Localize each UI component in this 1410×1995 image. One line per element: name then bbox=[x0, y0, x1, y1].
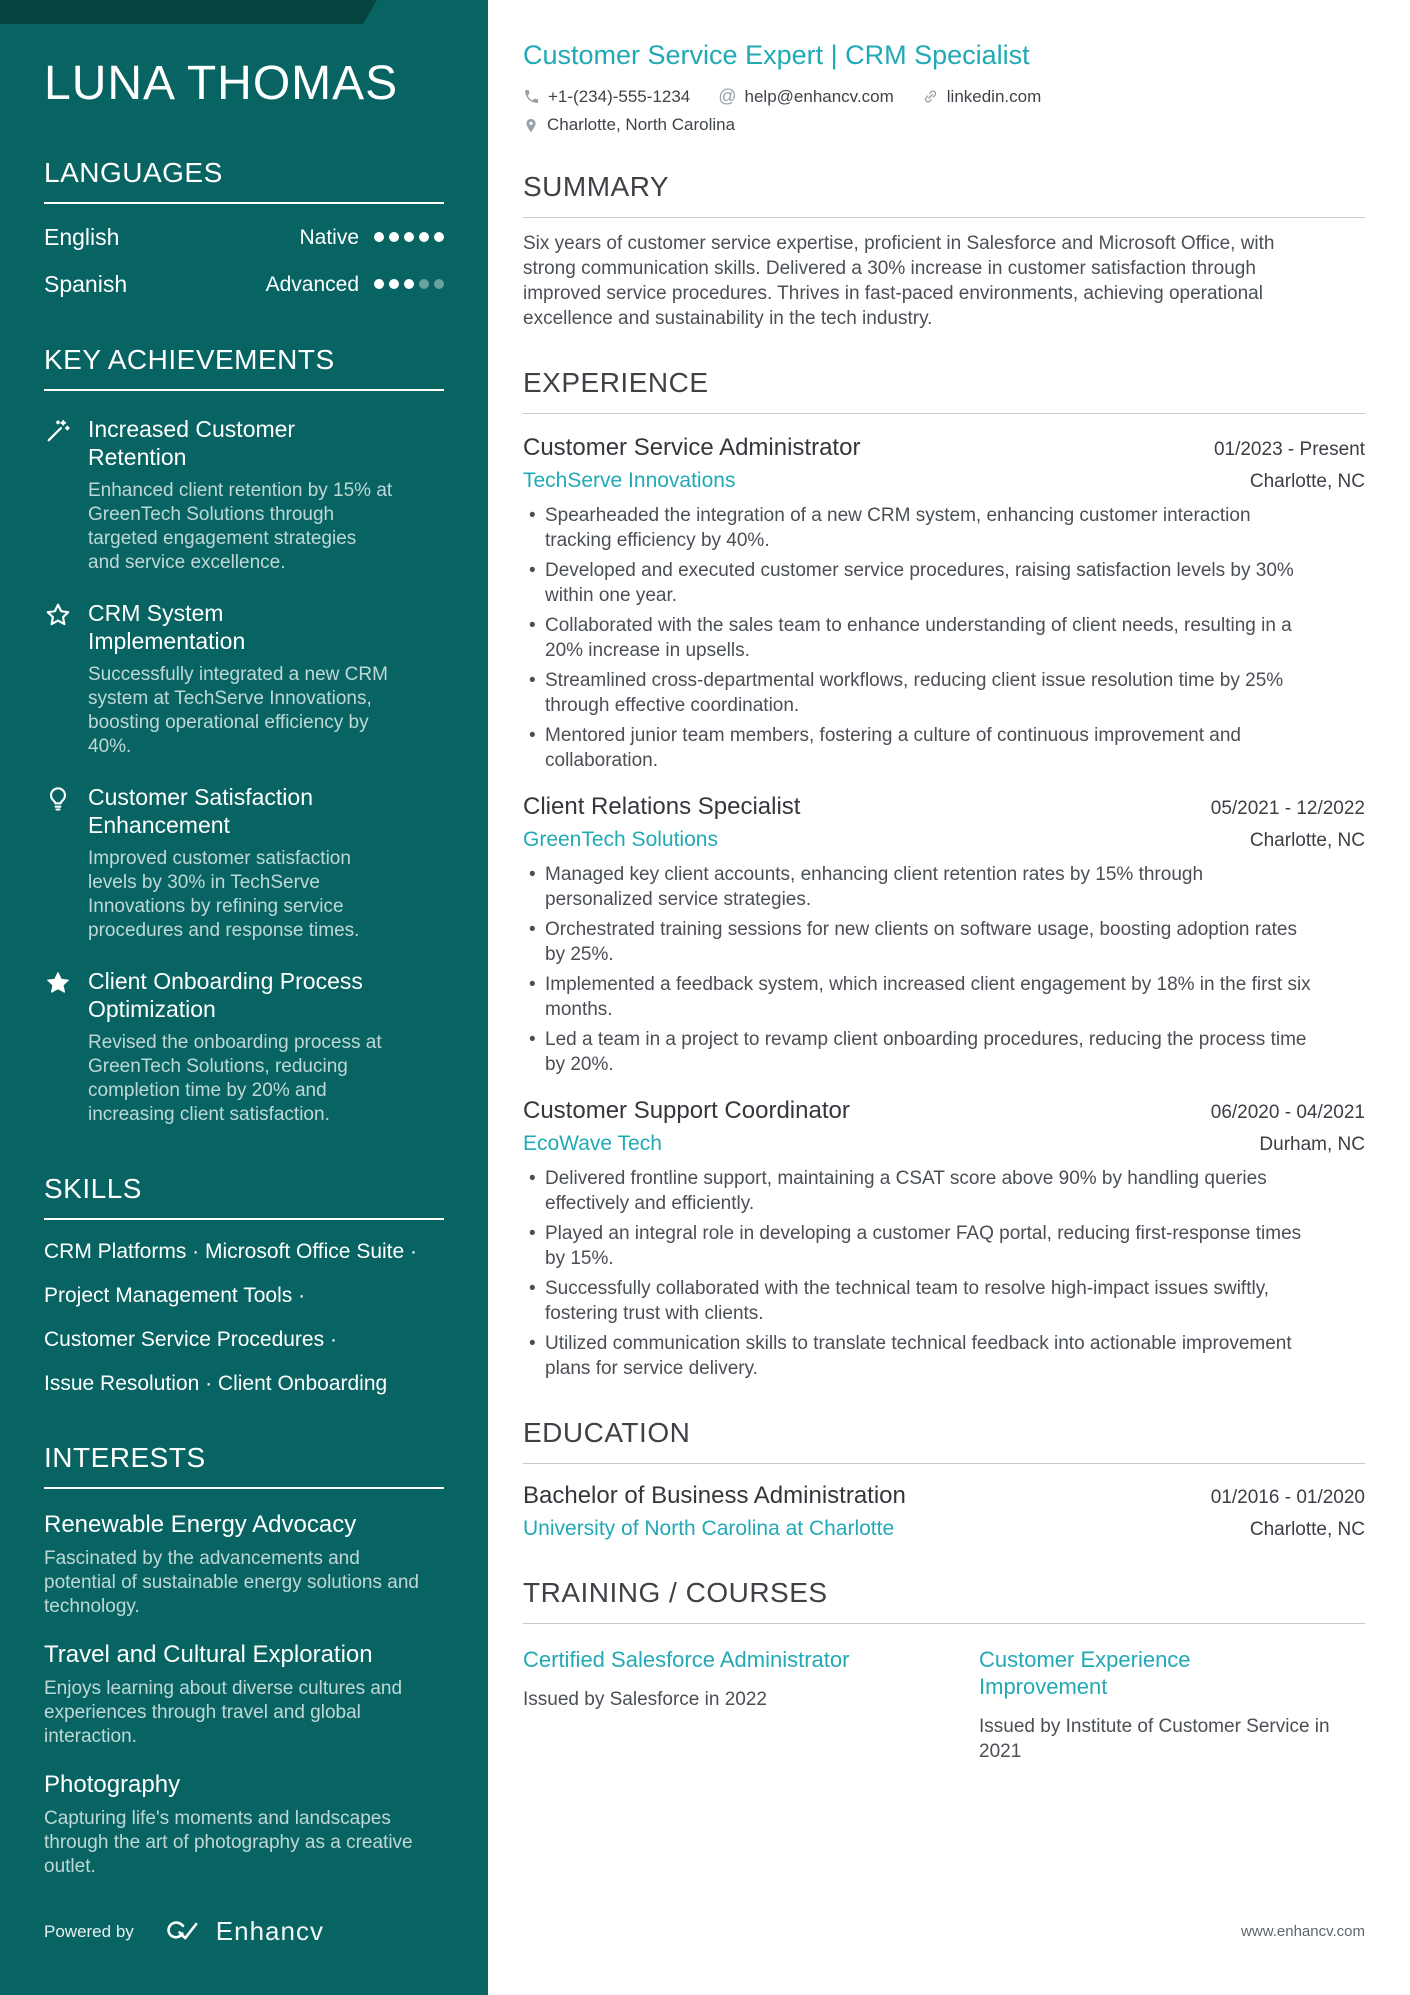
star-outline-icon bbox=[44, 599, 72, 759]
main-content bbox=[488, 0, 1410, 1995]
job-bullet: • Led a team in a project to revamp client onboarding procedures, reducing the process time by 20%. bbox=[523, 1027, 1313, 1077]
achievement-item bbox=[44, 967, 444, 1127]
job-bullet: • Successfully collaborated with the technical team to resolve high-impact issues swiftly, fostering trust with clients. bbox=[523, 1276, 1313, 1326]
interest-body: Capturing life's moments and landscapes through the art of photography as a creative outlet. bbox=[44, 1808, 413, 1877]
achievement-item bbox=[44, 415, 444, 575]
location-pin-icon bbox=[523, 117, 539, 134]
summary-text: Six years of customer service expertise, proficient in Salesforce and Microsoft Office, with strong communication skills. Delivered a 30% increase in customer satisfaction through improved service procedures. Thrives in fast-paced environments, achieving operational excellence and sustainability in the tech industry. bbox=[523, 233, 1275, 329]
enhancv-brand-name: Enhancv bbox=[215, 1916, 324, 1946]
job-title: Customer Support Coordinator bbox=[523, 1097, 850, 1124]
star-filled-icon bbox=[44, 967, 72, 1127]
job-bullet: • Collaborated with the sales team to enhance understanding of client needs, resulting in a 20% increase in upsells. bbox=[523, 613, 1313, 663]
person-name: LUNA THOMAS bbox=[44, 57, 399, 110]
location-text: Charlotte, North Carolina bbox=[547, 115, 736, 134]
achievement-body: Enhanced client retention by 15% at GreenTech Solutions through targeted engagement strategies and service excellence. bbox=[88, 480, 393, 573]
skill-line: Project Management Tools · bbox=[44, 1284, 306, 1307]
job-location: Durham, NC bbox=[1259, 1134, 1365, 1155]
job-company: TechServe Innovations bbox=[523, 469, 736, 492]
job-dates: 05/2021 - 12/2022 bbox=[1210, 798, 1365, 819]
job-title: Customer Service Administrator bbox=[523, 434, 861, 461]
language-level: Advanced bbox=[265, 272, 359, 296]
school-name: University of North Carolina at Charlotte bbox=[523, 1517, 895, 1540]
training-heading: TRAINING / COURSES bbox=[523, 1577, 1365, 1624]
decorative-top-band bbox=[0, 0, 377, 24]
job-bullet: • Streamlined cross-departmental workflows, reducing client issue resolution time by 25% through effective coordination. bbox=[523, 668, 1313, 718]
job-bullets bbox=[523, 503, 1365, 773]
achievement-title: Customer Satisfaction Enhancement bbox=[88, 784, 313, 838]
interest-title: Photography bbox=[44, 1771, 181, 1798]
education-heading: EDUCATION bbox=[523, 1417, 1365, 1464]
achievement-body: Revised the onboarding process at GreenTech Solutions, reducing completion time by 20% and increasing client satisfaction. bbox=[88, 1032, 382, 1125]
job-location: Charlotte, NC bbox=[1249, 830, 1365, 851]
skill-line: Issue Resolution · Client Onboarding bbox=[44, 1372, 388, 1395]
achievement-item bbox=[44, 783, 444, 943]
education-dates: 01/2016 - 01/2020 bbox=[1210, 1487, 1365, 1508]
interests-section bbox=[44, 1442, 444, 1879]
job-dates: 01/2023 - Present bbox=[1213, 439, 1365, 460]
linkedin-contact[interactable] bbox=[922, 87, 1042, 107]
location-contact bbox=[523, 115, 735, 135]
interest-title: Renewable Energy Advocacy bbox=[44, 1511, 357, 1538]
website-link[interactable]: www.enhancv.com bbox=[1241, 1923, 1365, 1940]
email-contact[interactable] bbox=[718, 86, 894, 107]
course-issuer: Issued by Salesforce in 2022 bbox=[523, 1689, 767, 1710]
wand-icon bbox=[44, 415, 72, 575]
language-level: Native bbox=[299, 225, 359, 249]
contact-row bbox=[523, 86, 1365, 107]
course-title: Customer Experience Improvement bbox=[979, 1647, 1191, 1699]
location-row bbox=[523, 115, 1365, 135]
powered-by-footer bbox=[44, 1916, 324, 1947]
course-issuer: Issued by Institute of Customer Service in 2021 bbox=[979, 1716, 1330, 1762]
interest-item bbox=[44, 1511, 444, 1619]
job-bullets bbox=[523, 1166, 1365, 1381]
experience-entry bbox=[523, 434, 1365, 773]
job-bullet: • Developed and executed customer service procedures, raising satisfaction levels by 30% within one year. bbox=[523, 558, 1313, 608]
language-name: Spanish bbox=[44, 271, 128, 297]
job-title: Client Relations Specialist bbox=[523, 793, 801, 820]
achievement-item bbox=[44, 599, 444, 759]
job-headline: Customer Service Expert | CRM Specialist bbox=[523, 40, 1030, 70]
job-location: Charlotte, NC bbox=[1249, 471, 1365, 492]
language-row bbox=[44, 271, 444, 298]
course-entry bbox=[523, 1628, 909, 1764]
language-row bbox=[44, 224, 444, 251]
sidebar bbox=[0, 0, 488, 1995]
experience-heading: EXPERIENCE bbox=[523, 367, 1365, 414]
phone-contact[interactable] bbox=[523, 87, 690, 107]
interest-body: Enjoys learning about diverse cultures and experiences through travel and global interaction. bbox=[44, 1678, 403, 1747]
language-name: English bbox=[44, 224, 120, 250]
resume-header bbox=[523, 40, 1365, 135]
languages-section bbox=[44, 157, 444, 298]
job-bullet: • Spearheaded the integration of a new CRM system, enhancing customer interaction tracking efficiency by 40%. bbox=[523, 503, 1313, 553]
school-location: Charlotte, NC bbox=[1249, 1519, 1365, 1540]
achievements-section bbox=[44, 344, 444, 1127]
lightbulb-icon bbox=[44, 783, 72, 943]
education-entry bbox=[523, 1482, 1365, 1541]
degree-title: Bachelor of Business Administration bbox=[523, 1482, 906, 1509]
achievement-title: Increased Customer Retention bbox=[88, 416, 296, 470]
job-bullet: • Implemented a feedback system, which increased client engagement by 18% in the first six months. bbox=[523, 972, 1313, 1022]
language-level-dots bbox=[369, 229, 444, 247]
link-icon bbox=[922, 88, 939, 105]
job-bullet: • Managed key client accounts, enhancing client retention rates by 15% through personalized service strategies. bbox=[523, 862, 1313, 912]
enhancv-logo-icon bbox=[160, 1918, 206, 1946]
achievements-heading: KEY ACHIEVEMENTS bbox=[44, 344, 444, 391]
achievement-title: CRM System Implementation bbox=[88, 600, 246, 654]
interest-body: Fascinated by the advancements and potential of sustainable energy solutions and technology. bbox=[44, 1548, 419, 1617]
at-icon: @ bbox=[718, 86, 737, 106]
job-bullet: • Mentored junior team members, fostering a culture of continuous improvement and collaboration. bbox=[523, 723, 1313, 773]
training-section bbox=[523, 1577, 1365, 1764]
linkedin-url: linkedin.com bbox=[946, 86, 1042, 106]
job-bullet: • Utilized communication skills to translate technical feedback into actionable improvement plans for service delivery. bbox=[523, 1331, 1313, 1381]
job-bullet: • Delivered frontline support, maintaining a CSAT score above 90% by handling queries effectively and efficiently. bbox=[523, 1166, 1313, 1216]
phone-number: +1-(234)-555-1234 bbox=[548, 86, 691, 106]
achievement-title: Client Onboarding Process Optimization bbox=[88, 968, 363, 1022]
language-level-dots bbox=[369, 276, 444, 294]
achievement-body: Successfully integrated a new CRM system at TechServe Innovations, boosting operational efficiency by 40%. bbox=[88, 664, 388, 757]
experience-section bbox=[523, 367, 1365, 1381]
skills-heading: SKILLS bbox=[44, 1173, 444, 1220]
job-company: GreenTech Solutions bbox=[523, 828, 718, 851]
languages-heading: LANGUAGES bbox=[44, 157, 444, 204]
job-bullets bbox=[523, 862, 1365, 1077]
interest-item bbox=[44, 1641, 444, 1749]
job-bullet: • Played an integral role in developing a customer FAQ portal, reducing first-response times by 15%. bbox=[523, 1221, 1313, 1271]
job-dates: 06/2020 - 04/2021 bbox=[1210, 1102, 1365, 1123]
course-entry bbox=[979, 1628, 1365, 1764]
summary-heading: SUMMARY bbox=[523, 171, 1365, 218]
course-title: Certified Salesforce Administrator bbox=[523, 1647, 850, 1672]
experience-entry bbox=[523, 1097, 1365, 1381]
education-section bbox=[523, 1417, 1365, 1541]
email-address: help@enhancv.com bbox=[744, 86, 894, 106]
experience-entry bbox=[523, 793, 1365, 1077]
job-company: EcoWave Tech bbox=[523, 1132, 662, 1155]
summary-section bbox=[523, 171, 1365, 331]
job-bullet: • Orchestrated training sessions for new clients on software usage, boosting adoption rates by 25%. bbox=[523, 917, 1313, 967]
skill-line: Customer Service Procedures · bbox=[44, 1328, 337, 1351]
interests-heading: INTERESTS bbox=[44, 1442, 444, 1489]
phone-icon bbox=[523, 88, 540, 105]
skill-line: CRM Platforms · Microsoft Office Suite · bbox=[44, 1240, 418, 1263]
skills-section bbox=[44, 1173, 444, 1396]
interest-title: Travel and Cultural Exploration bbox=[44, 1641, 373, 1668]
interest-item bbox=[44, 1771, 444, 1879]
powered-by-label: Powered by bbox=[44, 1921, 134, 1941]
achievement-body: Improved customer satisfaction levels by 30% in TechServe Innovations by refining service procedures and response times. bbox=[88, 848, 360, 941]
